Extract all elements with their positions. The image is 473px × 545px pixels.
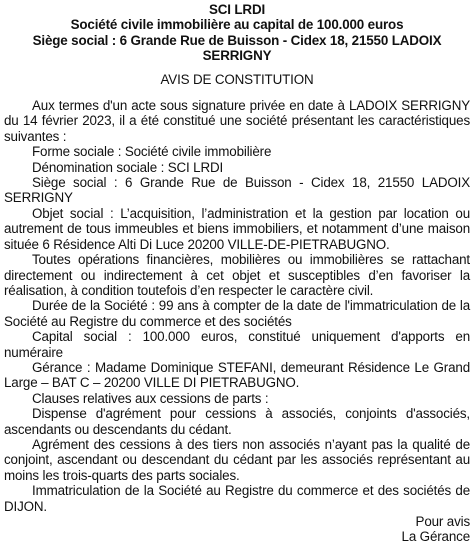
paragraph-intro: Aux termes d'un acte sous signature privée en date à LADOIX SERRIGNY du 14 février 2023, il a été constitué une société présentant les caractéristiques suivantes : [4,98,470,144]
paragraph-capital: Capital social : 100.000 euros, constitué uniquement d'apports en numéraire [4,329,470,360]
notice-header [4,2,470,64]
paragraph-company-name: Dénomination sociale : SCI LRDI [32,159,224,175]
notice-closing [4,514,470,545]
company-name: SCI LRDI [208,2,266,17]
paragraph-approval-third-parties: Agrément des cessions à des tiers non associés n’ayant pas la qualité de conjoint, ascendant ou descendant du cédant par les associés représentant au moins les trois-quarts des parts sociales. [4,436,470,483]
paragraph-registration: Immatriculation de la Société au Registre du commerce et des sociétés de DIJON. [4,483,470,514]
paragraph-registered-office: Siège social : 6 Grande Rue de Buisson - Cidex 18, 21550 LADOIX SERRIGNY [4,175,470,206]
company-registered-office: Siège social : 6 Grande Rue de Buisson - Cidex 18, 21550 LADOIX SERRIGNY [32,32,442,64]
company-form-capital: Société civile immobilière au capital de 100.000 euros [70,17,404,33]
closing-for-notice: Pour avis [415,514,470,529]
paragraph-operations: Toutes opérations financières, mobilières ou immobilières se rattachant directement ou indirectement à cet objet et susceptibles d’en favoriser la réalisation, à condition toutefois d’en respecter le caractère civil. [4,252,470,298]
notice-title: AVIS DE CONSTITUTION [160,71,314,87]
paragraph-legal-form: Forme sociale : Société civile immobilière [32,144,272,160]
paragraph-duration: Durée de la Société : 99 ans à compter de la date de l'immatriculation de la Société au Registre du commerce et des sociétés [4,298,470,329]
paragraph-transfer-clauses: Clauses relatives aux cessions de parts : [32,390,269,406]
paragraph-purpose: Objet social : L’acquisition, l’administration et la gestion par location ou autrement de tous immeubles et biens immobiliers, et notamment d’une maison située 6 Résidence Alti Di Luce 20200 VILLE-DE-PIETRABUGNO. [4,205,470,252]
paragraph-approval-exemption: Dispense d'agrément pour cessions à associés, conjoints d'associés, ascendants ou descendants du cédant. [4,406,470,437]
notice-body [4,98,470,514]
closing-signatory: La Gérance [401,529,470,545]
paragraph-management: Gérance : Madame Dominique STEFANI, demeurant Résidence Le Grand Large – BAT C – 20200 VILLE DI PIETRABUGNO. [4,359,470,391]
